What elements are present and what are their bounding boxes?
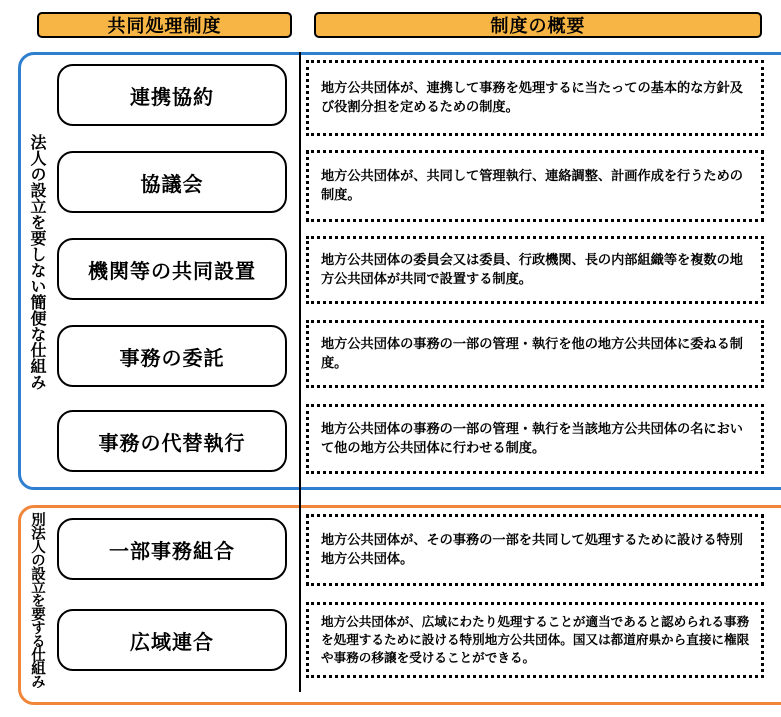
system-item-kyogikai: 協議会 <box>57 151 287 213</box>
desc-text: 地方公共団体が、共同して管理執行、連絡調整、計画作成を行うための制度。 <box>321 169 743 203</box>
system-desc-jimu-daitai-shikko <box>306 404 764 474</box>
header-system: 共同処理制度 <box>37 12 292 38</box>
system-item-renkei-kyoyaku: 連携協約 <box>57 64 287 126</box>
desc-text: 地方公共団体が、その事務の一部を共同して処理するために設ける特別地方公共団体。 <box>321 533 743 567</box>
system-desc-renkei-kyoyaku <box>306 60 764 136</box>
desc-text: 地方公共団体の事務の一部の管理・執行を当該地方公共団体の名において他の地方公共団体に行わせる制度。 <box>321 422 743 456</box>
system-item-kikan-kyodo-secchi: 機関等の共同設置 <box>57 238 287 300</box>
system-desc-jimu-itaku <box>306 320 764 388</box>
column-divider <box>299 52 301 692</box>
system-item-jimu-daitai-shikko: 事務の代替執行 <box>57 410 287 472</box>
desc-text: 地方公共団体の委員会又は委員、行政機関、長の内部組織等を複数の地方公共団体が共同で設置する制度。 <box>321 253 743 287</box>
system-item-jimu-itaku: 事務の委託 <box>57 325 287 387</box>
system-item-koiki-rengo: 広域連合 <box>57 609 287 671</box>
desc-text: 地方公共団体が、連携して事務を処理するに当たっての基本的な方針及び役割分担を定めるための制度。 <box>321 81 743 115</box>
system-desc-ichibu-jimu-kumiai <box>306 514 764 586</box>
group-label-corporate: 別法人の設立を要する仕組み <box>29 512 45 688</box>
group-label-simple: 法人の設立を要しない簡便な仕組み <box>28 134 47 390</box>
system-item-ichibu-jimu-kumiai: 一部事務組合 <box>57 518 287 580</box>
desc-text: 地方公共団体が、広域にわたり処理することが適当であると認められる事務を処理するために設ける特別地方公共団体。国又は都道府県から直接に権限や事務の移譲を受けることができる。 <box>321 614 750 665</box>
system-desc-kyogikai <box>306 150 764 222</box>
header-overview: 制度の概要 <box>314 12 762 38</box>
desc-text: 地方公共団体の事務の一部の管理・執行を他の地方公共団体に委ねる制度。 <box>321 337 743 371</box>
system-desc-koiki-rengo <box>306 602 764 678</box>
system-desc-kikan-kyodo-secchi <box>306 236 764 304</box>
